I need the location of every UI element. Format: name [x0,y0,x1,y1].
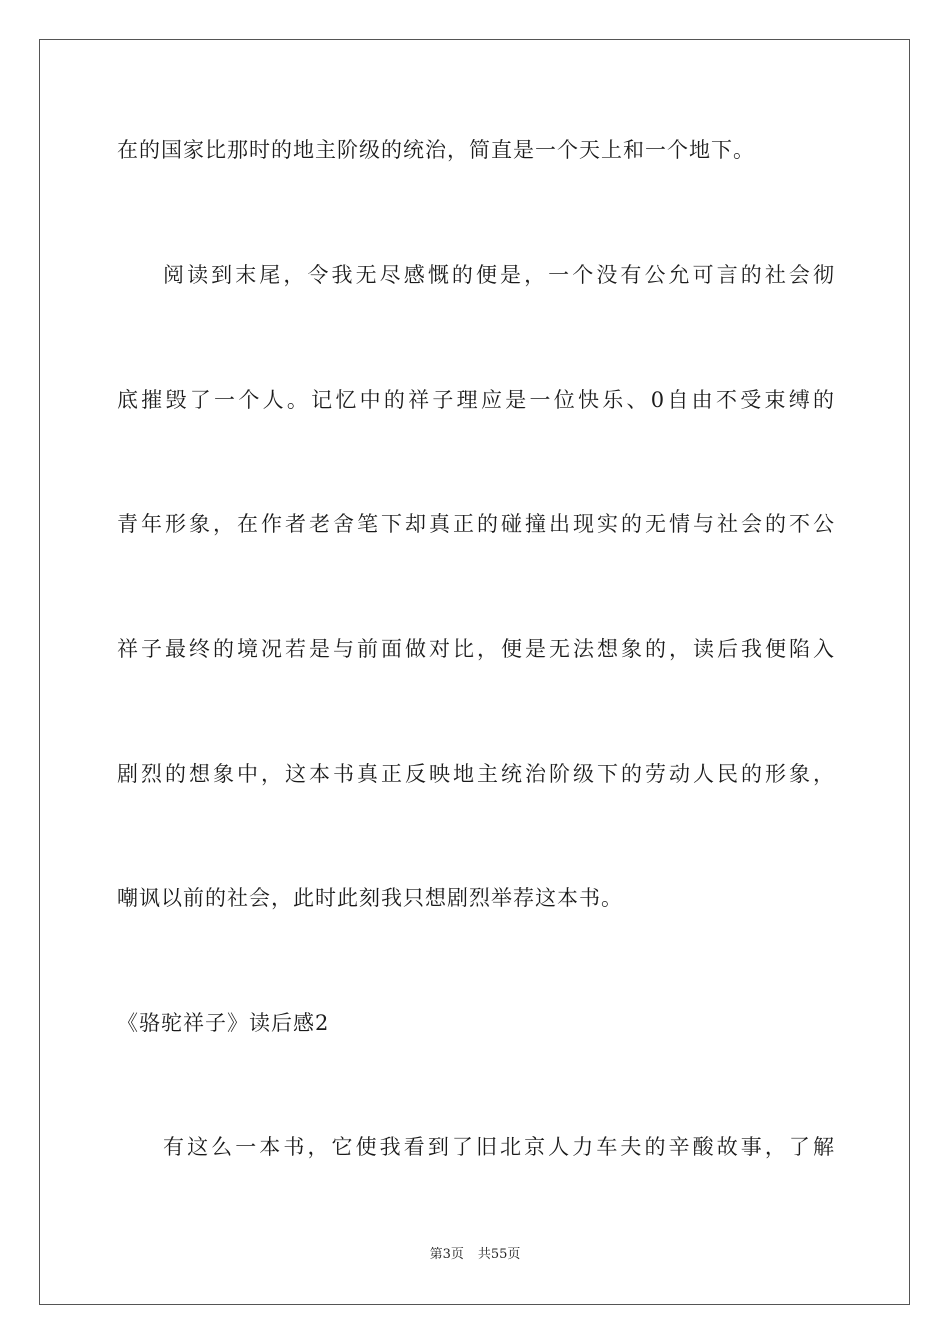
section-heading: 《骆驼祥子》读后感2 [117,1011,330,1035]
text-line-4: 青年形象，在作者老舍笔下却真正的碰撞出现实的无情与社会的不公 [117,512,835,536]
text-line-1: 在的国家比那时的地主阶级的统治，简直是一个天上和一个地下。 [117,138,755,162]
text-line-5: 祥子最终的境况若是与前面做对比，便是无法想象的，读后我便陷入 [117,637,835,661]
page-border [39,39,910,1305]
text-line-6: 剧烈的想象中，这本书真正反映地主统治阶级下的劳动人民的形象， [117,762,835,786]
page-footer [0,1246,950,1264]
text-line-9: 有这么一本书，它使我看到了旧北京人力车夫的辛酸故事，了解 [163,1135,835,1159]
text-line-2: 阅读到末尾，令我无尽感慨的便是，一个没有公允可言的社会彻 [163,263,835,287]
page-number: 第3页 [429,1247,464,1262]
page-total: 共55页 [477,1247,521,1262]
text-line-3: 底摧毁了一个人。记忆中的祥子理应是一位快乐、0自由不受束缚的 [117,388,835,412]
text-line-7: 嘲讽以前的社会，此时此刻我只想剧烈举荐这本书。 [117,886,623,910]
